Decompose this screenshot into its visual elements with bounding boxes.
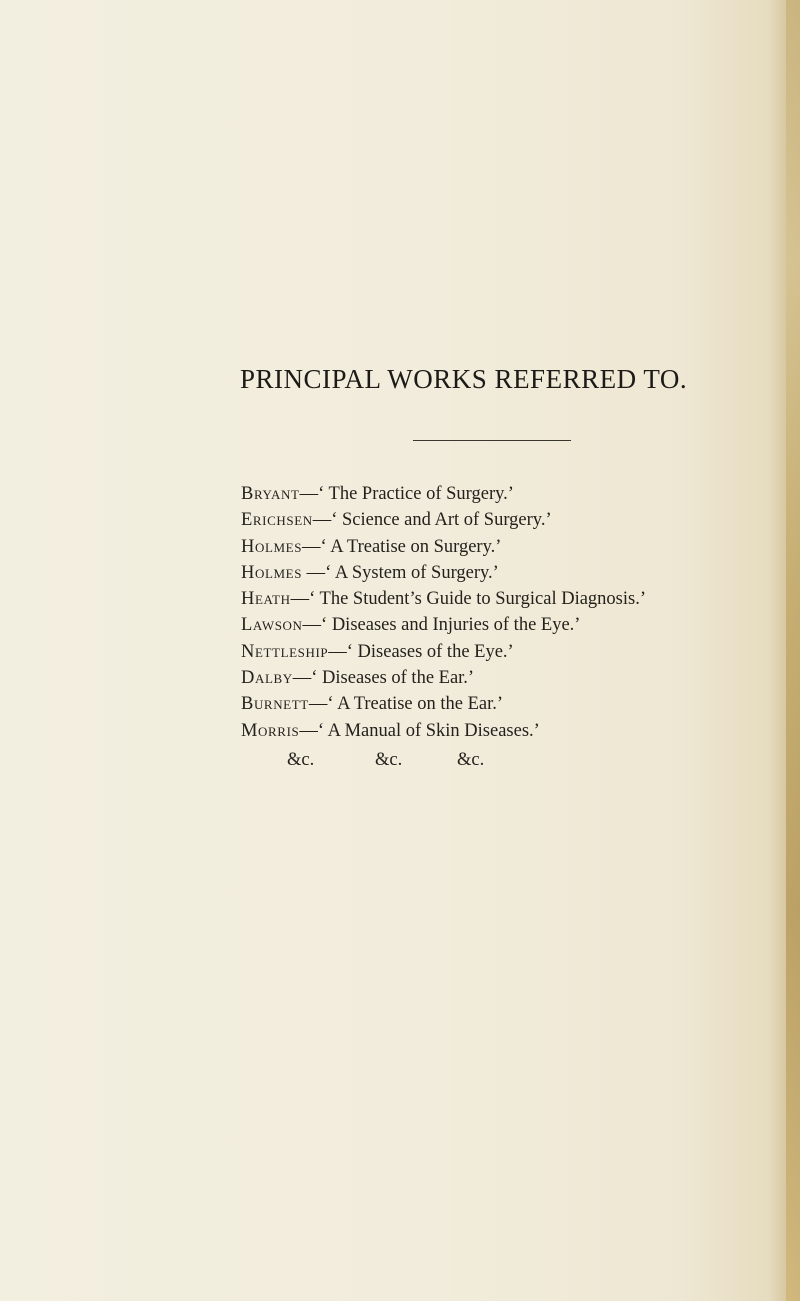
page-heading: PRINCIPAL WORKS REFERRED TO. [240,364,688,394]
etcetera-mark: &c. [287,750,315,770]
reference-dash: — [299,720,318,741]
reference-title: ‘ A Treatise on the Ear.’ [327,694,504,715]
reference-author: Lawson [241,615,303,636]
reference-dash: — [292,668,312,689]
reference-dash: — [302,536,321,557]
reference-author: Erichsen [241,510,313,531]
reference-title: ‘ The Practice of Surgery.’ [318,484,514,504]
reference-title: ‘ Science and Art of Surgery.’ [331,510,552,531]
reference-title: ‘ A Manual of Skin Diseases.’ [317,720,540,741]
etcetera-mark: &c. [375,750,403,770]
reference-title: ‘ Diseases of the Eye.’ [346,641,514,662]
reference-list [241,482,711,745]
page-edge-shading [786,0,800,1301]
reference-item [241,666,711,692]
reference-item [241,587,711,613]
reference-dash: — [302,562,326,583]
reference-item [241,561,711,587]
reference-dash: — [308,694,328,715]
reference-author: Burnett [241,694,309,715]
heading-divider [413,440,571,441]
reference-author: Morris [241,720,300,741]
reference-dash: — [290,589,310,610]
reference-title: ‘ Diseases of the Ear.’ [311,668,475,689]
reference-item [241,482,711,508]
reference-item [241,719,711,745]
reference-dash: — [312,510,332,531]
reference-title: ‘ The Student’s Guide to Surgical Diagnosis.’ [309,589,646,610]
reference-author: Nettleship [241,641,329,662]
reference-author: Bryant [241,484,300,504]
reference-item [241,613,711,639]
reference-item [241,692,711,718]
reference-item [241,640,711,666]
reference-item [241,508,711,534]
etcetera-mark: &c. [457,750,485,770]
reference-author: Dalby [241,668,293,689]
reference-author: Holmes [241,562,303,583]
reference-title: ‘ Diseases and Injuries of the Eye.’ [321,615,581,636]
reference-author: Heath [241,589,291,610]
reference-dash: — [328,641,347,662]
reference-title: ‘ A Treatise on Surgery.’ [320,536,502,557]
reference-item [241,535,711,561]
reference-dash: — [299,484,319,504]
reference-dash: — [302,615,322,636]
etcetera-line [287,750,587,776]
reference-title: ‘ A System of Surgery.’ [325,562,499,583]
reference-author: Holmes [241,536,303,557]
